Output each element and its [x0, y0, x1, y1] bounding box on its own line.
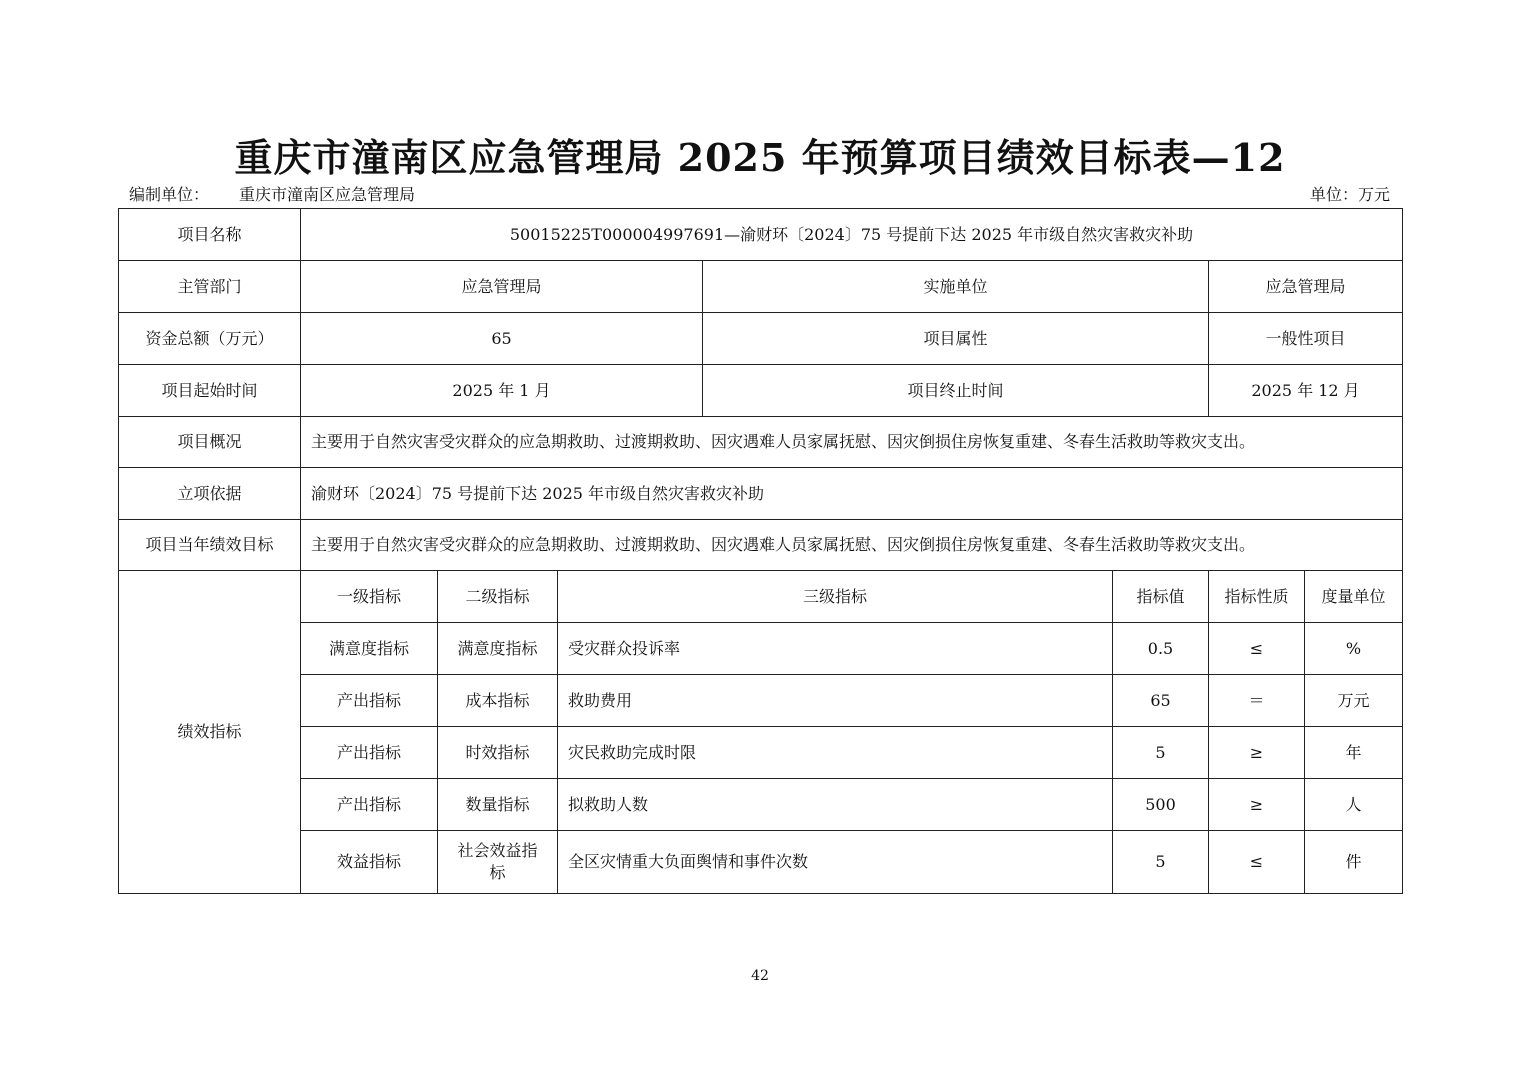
impl-label: 实施单位: [703, 261, 1209, 313]
row-project-name: [119, 209, 1403, 261]
indicator-unit: 件: [1305, 831, 1403, 894]
table-row: [119, 675, 1403, 727]
funds-label: 资金总额（万元）: [119, 313, 301, 365]
goal-label: 项目当年绩效目标: [119, 520, 301, 571]
project-name-value: 50015225T000004997691—渝财环〔2024〕75 号提前下达 2025 年市级自然灾害救灾补助: [301, 209, 1403, 261]
indicator-level1: 满意度指标: [301, 623, 438, 675]
indicator-level3: 灾民救助完成时限: [558, 727, 1113, 779]
indicator-nature: ＝: [1209, 675, 1305, 727]
header-nature: 指标性质: [1209, 571, 1305, 623]
indicator-level1: 产出指标: [301, 779, 438, 831]
impl-value: 应急管理局: [1209, 261, 1403, 313]
header-level1: 一级指标: [301, 571, 438, 623]
indicator-value: 500: [1113, 779, 1209, 831]
indicator-level1: 产出指标: [301, 727, 438, 779]
project-name-label: 项目名称: [119, 209, 301, 261]
end-label: 项目终止时间: [703, 365, 1209, 417]
dept-value: 应急管理局: [301, 261, 703, 313]
compiling-unit-label: 编制单位：: [129, 185, 210, 204]
indicator-nature: ≤: [1209, 623, 1305, 675]
row-funds: [119, 313, 1403, 365]
overview-value: 主要用于自然灾害受灾群众的应急期救助、过渡期救助、因灾遇难人员家属抚慰、因灾倒损住房恢复重建、冬春生活救助等救灾支出。: [301, 417, 1403, 468]
indicator-level2: 数量指标: [438, 779, 558, 831]
indicator-unit: %: [1305, 623, 1403, 675]
header-unit: 度量单位: [1305, 571, 1403, 623]
dept-label: 主管部门: [119, 261, 301, 313]
indicator-level3: 全区灾情重大负面舆情和事件次数: [558, 831, 1113, 894]
indicator-level2: 成本指标: [438, 675, 558, 727]
indicator-level2: 满意度指标: [438, 623, 558, 675]
table-row: [119, 727, 1403, 779]
indicator-level3: 救助费用: [558, 675, 1113, 727]
indicator-value: 0.5: [1113, 623, 1209, 675]
header-level3: 三级指标: [558, 571, 1113, 623]
indicator-nature: ≤: [1209, 831, 1305, 894]
table-row: [119, 779, 1403, 831]
indicator-nature: ≥: [1209, 779, 1305, 831]
indicator-value: 5: [1113, 831, 1209, 894]
indicator-value: 65: [1113, 675, 1209, 727]
header-value: 指标值: [1113, 571, 1209, 623]
row-department: [119, 261, 1403, 313]
indicator-level1: 效益指标: [301, 831, 438, 894]
start-value: 2025 年 1 月: [301, 365, 703, 417]
indicators-section-label: 绩效指标: [119, 571, 301, 894]
row-dates: [119, 365, 1403, 417]
basis-value: 渝财环〔2024〕75 号提前下达 2025 年市级自然灾害救灾补助: [301, 468, 1403, 520]
indicator-unit: 年: [1305, 727, 1403, 779]
basis-label: 立项依据: [119, 468, 301, 520]
indicator-header-row: [119, 571, 1403, 623]
indicator-level3: 拟救助人数: [558, 779, 1113, 831]
compiling-unit: [129, 184, 415, 206]
attr-label: 项目属性: [703, 313, 1209, 365]
indicator-nature: ≥: [1209, 727, 1305, 779]
currency-unit: 单位：万元: [1309, 185, 1390, 204]
indicator-level3: 受灾群众投诉率: [558, 623, 1113, 675]
indicator-level1: 产出指标: [301, 675, 438, 727]
indicator-unit: 人: [1305, 779, 1403, 831]
page-title: 重庆市潼南区应急管理局 2025 年预算项目绩效目标表—12: [234, 135, 1286, 180]
goal-value: 主要用于自然灾害受灾群众的应急期救助、过渡期救助、因灾遇难人员家属抚慰、因灾倒损住房恢复重建、冬春生活救助等救灾支出。: [301, 520, 1403, 571]
row-basis: [119, 468, 1403, 520]
performance-target-table: [118, 208, 1403, 894]
overview-label: 项目概况: [119, 417, 301, 468]
indicator-level2: 时效指标: [438, 727, 558, 779]
table-row: [119, 623, 1403, 675]
end-value: 2025 年 12 月: [1209, 365, 1403, 417]
start-label: 项目起始时间: [119, 365, 301, 417]
funds-value: 65: [301, 313, 703, 365]
indicator-unit: 万元: [1305, 675, 1403, 727]
attr-value: 一般性项目: [1209, 313, 1403, 365]
indicator-level2: 社会效益指标: [438, 831, 558, 894]
row-overview: [119, 417, 1403, 468]
table-row: [119, 831, 1403, 894]
compiling-unit-value: 重庆市潼南区应急管理局: [239, 185, 416, 204]
header-level2: 二级指标: [438, 571, 558, 623]
indicator-value: 5: [1113, 727, 1209, 779]
page-number: 42: [751, 968, 769, 984]
row-goal: [119, 520, 1403, 571]
